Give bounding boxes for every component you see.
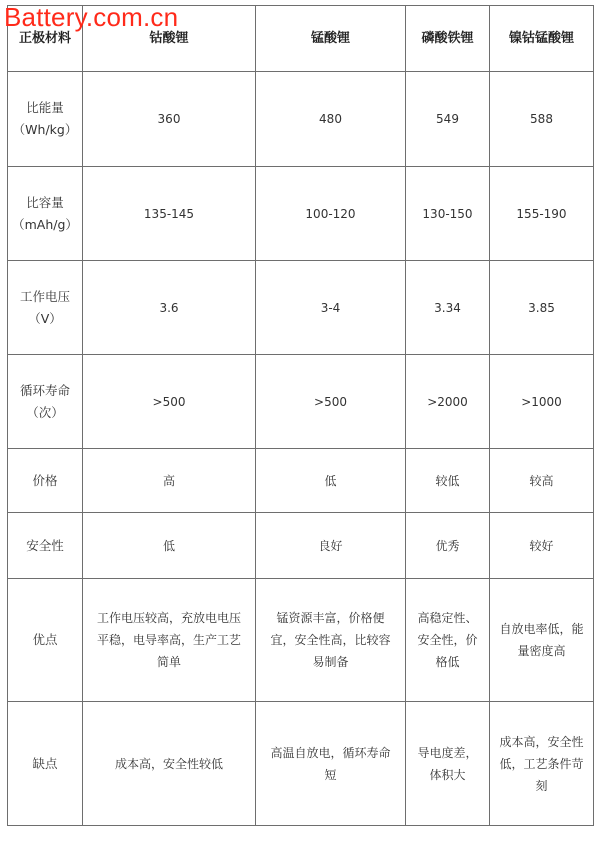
header-cell-lfp: 磷酸铁锂 (406, 6, 490, 72)
row-label-cell (8, 261, 83, 355)
cell-lco (83, 355, 256, 449)
cell-text-line: 100-120 (305, 206, 356, 221)
cell-text-line: >1000 (521, 394, 562, 409)
table-row (8, 261, 594, 355)
cell-lfp (406, 167, 490, 261)
cell-lmo (256, 355, 406, 449)
header-cell-nmc: 镍钴锰酸锂 (490, 6, 594, 72)
cell-text-line: 较低 (435, 473, 460, 488)
cell-text-line: 3.6 (159, 300, 179, 315)
cell-text-line: 高温自放电，循环寿命 (270, 745, 391, 760)
cell-nmc (490, 449, 594, 513)
row-label-line: （V） (28, 310, 62, 326)
cell-lfp (406, 449, 490, 513)
cell-text-line: 安全性，价 (417, 633, 478, 647)
cell-text-line: 宜，安全性高，比较容 (270, 633, 391, 647)
cell-nmc (490, 702, 594, 826)
cell-lco (83, 167, 256, 261)
cell-text-line: 155-190 (516, 206, 567, 221)
cell-nmc (490, 355, 594, 449)
header-cell-lco: 钴酸锂 (83, 6, 256, 72)
cell-text-line: 360 (157, 112, 181, 126)
cell-lco (83, 449, 256, 513)
row-label-line: （Wh/kg） (12, 122, 78, 137)
cell-text-line: 3.85 (528, 300, 555, 315)
row-label-line: 安全性 (26, 537, 64, 553)
row-label-line: 工作电压 (19, 288, 70, 304)
row-label-line: （次） (26, 404, 64, 420)
comparison-table (7, 5, 594, 826)
cell-text-line: >2000 (427, 394, 468, 409)
cell-text-line: 自放电率低，能 (499, 622, 584, 636)
cell-text-line: 低 (324, 473, 337, 488)
cell-lco (83, 702, 256, 826)
cell-text-line: 130-150 (422, 206, 473, 221)
row-label-line: 循环寿命 (19, 382, 70, 398)
cell-text-line: 优秀 (435, 538, 460, 553)
cell-text-line: 成本高，安全性较低 (114, 756, 223, 771)
cell-lfp (406, 355, 490, 449)
cell-nmc (490, 579, 594, 702)
table-row (8, 702, 594, 826)
cell-text-line: 135-145 (143, 206, 195, 221)
cell-text-line: 体积大 (429, 767, 466, 782)
row-label-cell (8, 72, 83, 167)
cell-text-line: >500 (314, 394, 347, 409)
cell-text-line: 短 (324, 767, 337, 782)
cell-text-line: 良好 (318, 538, 343, 553)
table-row (8, 355, 594, 449)
cell-lco (83, 261, 256, 355)
cell-lmo (256, 167, 406, 261)
table-row (8, 579, 594, 702)
row-label-cell (8, 702, 83, 826)
cell-text-line: 易制备 (312, 655, 349, 669)
cell-text-line: 549 (436, 112, 459, 126)
cell-text-line: 3-4 (320, 300, 341, 315)
cell-text-line: 低，工艺条件苛 (499, 756, 584, 771)
cell-text-line: 高稳定性、 (417, 611, 478, 625)
row-label-line: 比能量 (26, 100, 64, 115)
cell-nmc (490, 167, 594, 261)
cell-text-line: 成本高，安全性 (499, 734, 584, 749)
cell-text-line: 量密度高 (517, 644, 566, 658)
table-row (8, 167, 594, 261)
cell-lfp (406, 513, 490, 579)
row-label-cell (8, 579, 83, 702)
cell-lmo (256, 449, 406, 513)
cell-text-line: 刻 (535, 778, 548, 793)
cell-text-line: 480 (319, 112, 342, 126)
cell-lfp (406, 579, 490, 702)
cell-lmo (256, 702, 406, 826)
row-label-line: 价格 (32, 472, 58, 488)
row-label-cell (8, 167, 83, 261)
row-label-line: 比容量 (26, 194, 64, 210)
cell-lfp (406, 261, 490, 355)
cell-lfp (406, 72, 490, 167)
cell-text-line: 低 (162, 538, 175, 553)
row-label-line: 缺点 (32, 755, 58, 771)
cell-lco (83, 72, 256, 167)
table-row (8, 513, 594, 579)
row-label-line: （mAh/g） (12, 216, 78, 232)
cell-text-line: 高 (162, 473, 175, 488)
row-label-cell (8, 355, 83, 449)
watermark-logo: Battery.com.cn (4, 2, 179, 32)
table-row (8, 72, 594, 167)
cell-lfp (406, 702, 490, 826)
cell-text-line: >500 (152, 394, 186, 409)
cell-text-line: 工作电压较高，充放电电压 (96, 611, 241, 625)
header-cell-lmo: 锰酸锂 (256, 6, 406, 72)
cell-nmc (490, 513, 594, 579)
table-body (8, 72, 594, 826)
cell-text-line: 格低 (435, 655, 460, 669)
cell-lmo (256, 579, 406, 702)
cell-text-line: 平稳，电导率高，生产工艺 (96, 633, 241, 647)
cell-text-line: 588 (530, 112, 553, 126)
cell-lco (83, 513, 256, 579)
table-row (8, 449, 594, 513)
header-cell-material: 正极材料 (8, 6, 83, 72)
cell-lco (83, 579, 256, 702)
cell-lmo (256, 261, 406, 355)
cell-text-line: 导电度差， (417, 745, 478, 760)
cell-text-line: 锰资源丰富，价格便 (276, 611, 385, 625)
cell-nmc (490, 261, 594, 355)
row-label-cell (8, 513, 83, 579)
cell-text-line: 较高 (529, 473, 554, 488)
row-label-cell (8, 449, 83, 513)
cell-nmc (490, 72, 594, 167)
cell-lmo (256, 72, 406, 167)
cell-text-line: 3.34 (434, 300, 461, 315)
row-label-line: 优点 (32, 632, 58, 647)
cell-lmo (256, 513, 406, 579)
cell-text-line: 较好 (529, 538, 554, 553)
cell-text-line: 简单 (156, 655, 181, 669)
